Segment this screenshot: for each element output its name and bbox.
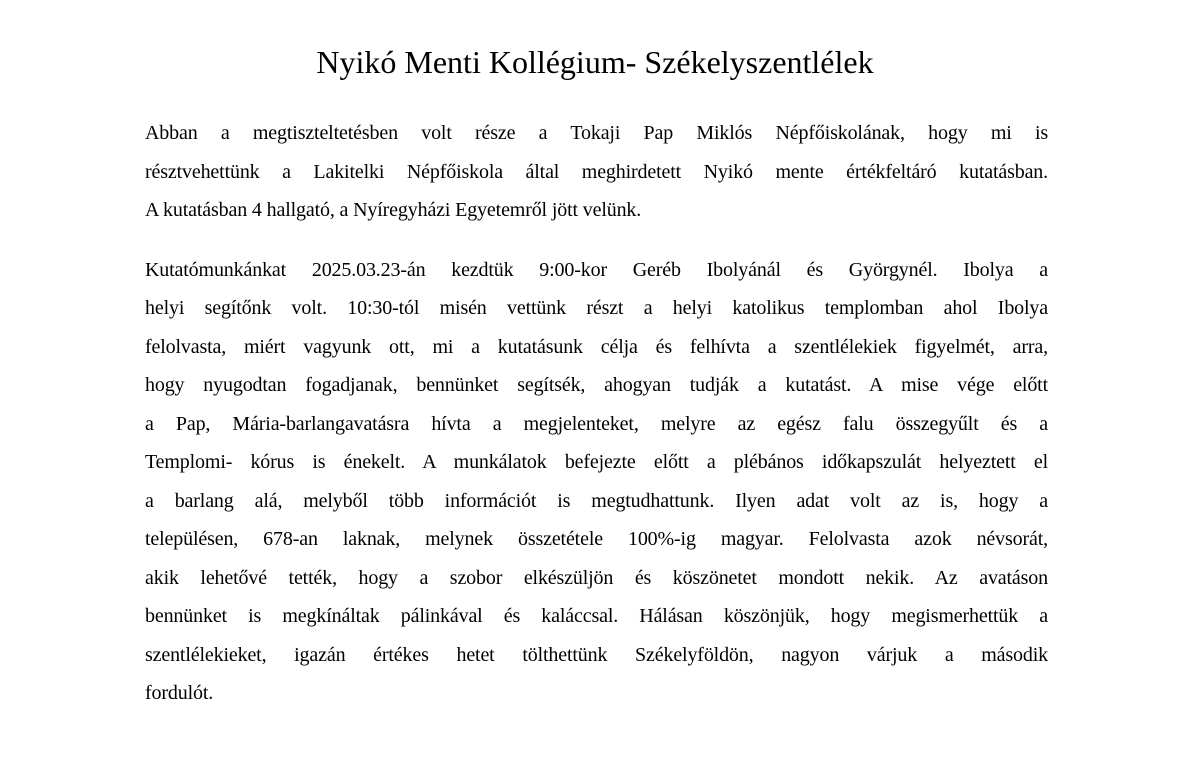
text-line: A kutatásban 4 hallgató, a Nyíregyházi Egyetemről jött velünk. (145, 199, 642, 221)
document-title: Nyikó Menti Kollégium- Székelyszentlélek (316, 44, 874, 80)
paragraph-research-report (145, 251, 1048, 713)
text-line: Abban a megtiszteltetésben volt része a Tokaji Pap Miklós Népfőiskolának, hogy mi is (145, 122, 1048, 144)
paragraph-intro (145, 114, 1048, 230)
text-line: felolvasta, miért vagyunk ott, mi a kutatásunk célja és felhívta a szentlélekiek figyelmét, arra, (145, 335, 1048, 358)
text-line: Templomi- kórus is énekelt. A munkálatok befejezte előtt a plébános időkapszulát helyeztett el (145, 451, 1048, 473)
text-line: szentlélekieket, igazán értékes hetet tölthettünk Székelyföldön, nagyon várjuk a második (145, 643, 1048, 666)
text-line: a barlang alá, melyből több információt is megtudhattunk. Ilyen adat volt az is, hogy a (145, 489, 1048, 512)
text-line: településen, 678-an laknak, melynek összetétele 100%-ig magyar. Felolvasta azok névsorát, (145, 528, 1048, 550)
text-line: helyi segítőnk volt. 10:30-tól misén vettünk részt a helyi katolikus templomban ahol Ibolya (145, 297, 1048, 319)
text-line: fordulót. (145, 682, 214, 704)
text-line: hogy nyugodtan fogadjanak, bennünket segítsék, ahogyan tudják a kutatást. A mise vége előtt (145, 374, 1048, 396)
document-body (145, 114, 1048, 734)
text-line: résztvehettünk a Lakitelki Népfőiskola által meghirdetett Nyikó mente értékfeltáró kutatásban. (145, 160, 1048, 183)
text-line: akik lehetővé tették, hogy a szobor elkészüljön és köszönetet mondott nekik. Az avatáson (145, 566, 1048, 589)
text-line: bennünket is megkínáltak pálinkával és kaláccsal. Hálásan köszönjük, hogy megismerhettük a (145, 605, 1048, 627)
text-line: a Pap, Mária-barlangavatásra hívta a megjelenteket, melyre az egész falu összegyűlt és a (145, 412, 1048, 435)
text-line: Kutatómunkánkat 2025.03.23-án kezdtük 9:00-kor Geréb Ibolyánál és Györgynél. Ibolya a (145, 258, 1048, 281)
